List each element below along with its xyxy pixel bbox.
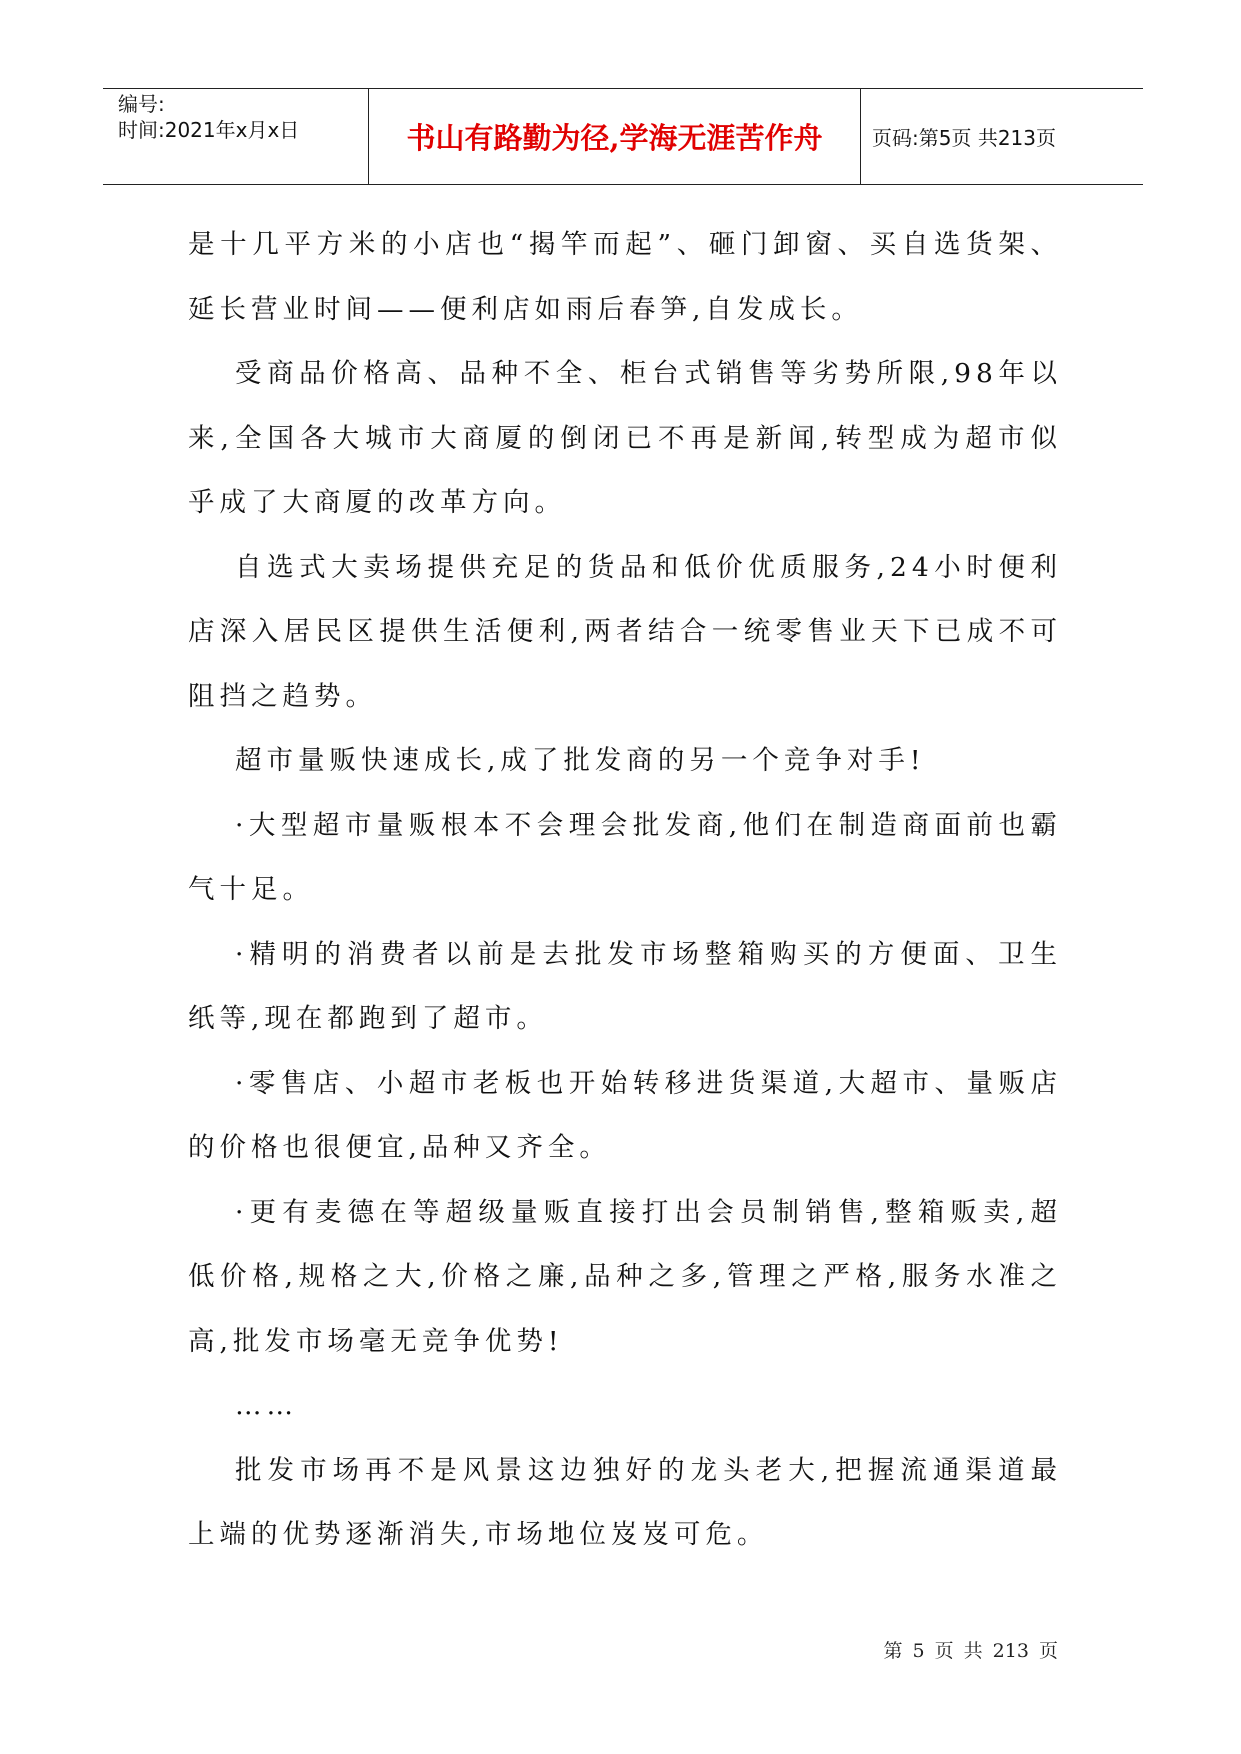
- header-meta: [118, 91, 368, 143]
- document-time-label: 时间:2021年x月x日: [118, 118, 300, 142]
- page-footer: 第 5 页 共 213 页: [883, 1640, 1058, 1662]
- header-divider: [860, 89, 861, 184]
- page-header: [103, 88, 1143, 185]
- ellipsis-paragraph: ……: [235, 1390, 298, 1421]
- paragraph: 受商品价格高、品种不全、柜台式销售等劣势所限,98年以来,全国各大城市大商厦的倒闭已不再是新闻,转型成为超市似乎成了大商厦的改革方向。: [188, 358, 1062, 518]
- paragraph: 是十几平方米的小店也“揭竿而起”、砸门卸窗、买自选货架、延长营业时间——便利店如雨后春笋,自发成长。: [188, 229, 1062, 325]
- document-number-label: 编号:: [118, 92, 165, 116]
- bullet-paragraph: ·大型超市量贩根本不会理会批发商,他们在制造商面前也霸气十足。: [188, 809, 1062, 905]
- document-body: [188, 213, 1062, 1568]
- bullet-paragraph: ·精明的消费者以前是去批发市场整箱购买的方便面、卫生纸等,现在都跑到了超市。: [188, 938, 1062, 1034]
- paragraph: 超市量贩快速成长,成了批发商的另一个竞争对手!: [235, 745, 926, 776]
- header-divider: [368, 89, 369, 184]
- bullet-paragraph: ·更有麦德在等超级量贩直接打出会员制销售,整箱贩卖,超低价格,规格之大,价格之廉,品种之多,管理之严格,服务水准之高,批发市场毫无竞争优势!: [188, 1196, 1062, 1357]
- header-page-info: 页码:第5页 共213页: [872, 126, 1056, 150]
- bullet-paragraph: ·零售店、小超市老板也开始转移进货渠道,大超市、量贩店的价格也很便宜,品种又齐全。: [188, 1067, 1062, 1163]
- paragraph: 批发市场再不是风景这边独好的龙头老大,把握流通渠道最上端的优势逐渐消失,市场地位岌岌可危。: [188, 1454, 1062, 1550]
- paragraph: 自选式大卖场提供充足的货品和低价优质服务,24小时便利店深入居民区提供生活便利,两者结合一统零售业天下已成不可阻挡之趋势。: [188, 551, 1062, 712]
- header-motto: 书山有路勤为径,学海无涯苦作舟: [406, 121, 823, 155]
